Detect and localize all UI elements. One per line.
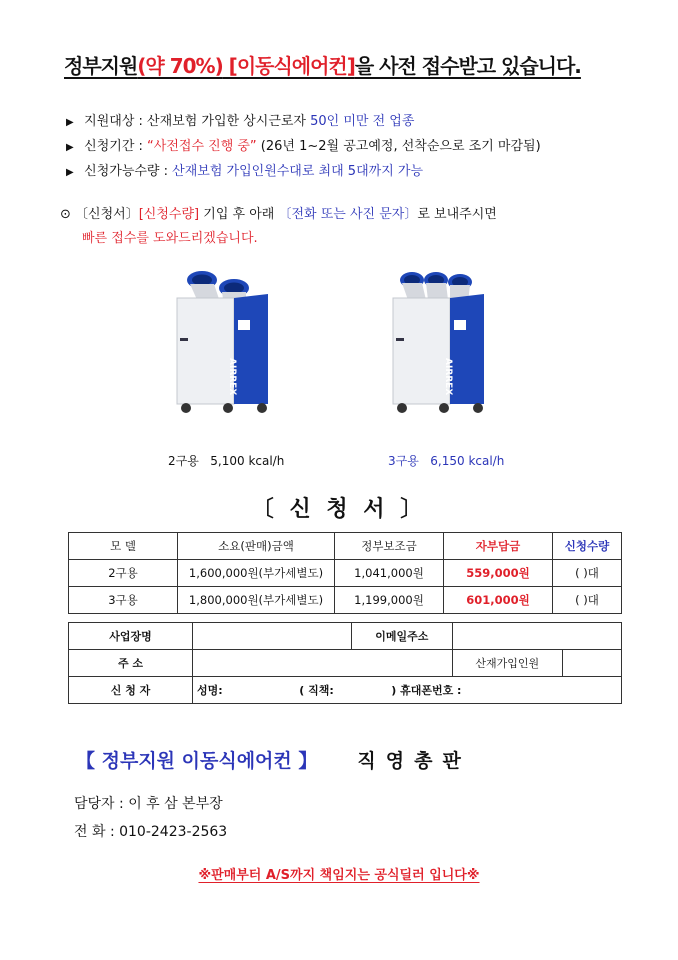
manager-name: 담당자 : 이 후 삼 본부장: [74, 796, 223, 812]
product-3port: [388, 268, 518, 422]
footer-sales: 직영총판: [357, 750, 471, 772]
bullet-suffix: (26년 1~2월 공고예정, 선착순으로 조기 마감됨): [256, 139, 541, 154]
table-row: [69, 623, 622, 650]
bullet-text: 산재보험 가입한 상시근로자: [147, 114, 311, 129]
header-self-pay: 자부담금: [444, 533, 553, 560]
applicant-label: 신 청 자: [69, 677, 193, 704]
table-row: [69, 587, 622, 614]
svg-text:AIRREX: AIRREX: [227, 358, 237, 396]
cell-quantity[interactable]: ( )대: [553, 587, 622, 614]
cell-price: 1,600,000원(부가세별도): [178, 560, 335, 587]
insured-count-field[interactable]: [562, 650, 621, 677]
svg-text:AIRREX: AIRREX: [443, 358, 453, 396]
dealer-disclaimer: ※판매부터 A/S까지 책임지는 공식딜러 입니다※: [198, 868, 480, 883]
product-spec: 6,150 kcal/h: [430, 454, 505, 468]
headline-product: [이동식에어컨]: [222, 54, 355, 78]
company-label: 사업장명: [69, 623, 193, 650]
table-row: [69, 650, 622, 677]
table-row: [69, 560, 622, 587]
contact-info: [74, 790, 227, 846]
email-label: 이메일주소: [351, 623, 452, 650]
bullet-period: [66, 135, 541, 160]
cell-model: 3구용: [69, 587, 178, 614]
bullet-label: 신청기간 :: [84, 139, 143, 154]
phone-number[interactable]: 전 화 : 010-2423-2563: [74, 824, 228, 840]
product-2port: [172, 268, 302, 422]
product-spec: 5,100 kcal/h: [210, 454, 285, 468]
header-subsidy: 정부보조금: [335, 533, 444, 560]
price-table-header: [69, 533, 622, 560]
header-price: 소요(판매)금액: [178, 533, 335, 560]
footer-title: 【 정부지원 이동식에어컨 】: [76, 750, 318, 772]
cell-subsidy: 1,041,000원: [335, 560, 444, 587]
triangle-bullet-icon: ▶: [66, 142, 74, 153]
notice-text-end: 로 보내주시면: [417, 207, 497, 222]
notice-quantity: [신청수량]: [138, 207, 200, 222]
cell-model: 2구용: [69, 560, 178, 587]
header-quantity: 신청수량: [553, 533, 622, 560]
air-conditioner-2port-image: [172, 268, 302, 418]
cell-self-pay: 601,000원: [444, 587, 553, 614]
email-field[interactable]: [452, 623, 621, 650]
cell-self-pay: 559,000원: [444, 560, 553, 587]
circle-dot-icon: ⊙: [60, 207, 71, 222]
cell-price: 1,800,000원(부가세별도): [178, 587, 335, 614]
bullet-label: 지원대상 :: [84, 114, 143, 129]
headline: [64, 50, 581, 79]
applicant-field[interactable]: 성명: ( 직책: ) 휴대폰번호 :: [193, 677, 622, 704]
eligibility-list: [66, 110, 541, 185]
notice-line2: 빠른 접수를 도와드리겠습니다.: [82, 231, 258, 246]
headline-part1: 정부지원: [64, 54, 138, 78]
product-2port-caption: [168, 452, 284, 469]
applicant-info-table: [68, 622, 622, 704]
bullet-target: [66, 110, 541, 135]
footer-heading: [76, 746, 471, 773]
product-name: 2구용: [168, 454, 199, 468]
form-title: 〔 신 청 서 〕: [251, 497, 427, 522]
cell-subsidy: 1,199,000원: [335, 587, 444, 614]
triangle-bullet-icon: ▶: [66, 117, 74, 128]
bullet-highlight: “사전접수 진행 중”: [147, 139, 257, 154]
triangle-bullet-icon: ▶: [66, 167, 74, 178]
price-table: [68, 532, 622, 614]
notice-contact-method: 〔전화 또는 사진 문자〕: [278, 207, 418, 222]
application-notice: [60, 203, 497, 251]
cell-quantity[interactable]: ( )대: [553, 560, 622, 587]
air-conditioner-3port-image: [388, 268, 518, 418]
headline-percent: (약 70%): [137, 54, 223, 78]
company-field[interactable]: [193, 623, 352, 650]
address-field[interactable]: [193, 650, 453, 677]
header-model: 모 델: [69, 533, 178, 560]
table-row: [69, 677, 622, 704]
notice-text: 기입 후 아래: [199, 207, 279, 222]
product-name: 3구용: [388, 454, 419, 468]
notice-form: 〔신청서〕: [75, 207, 139, 222]
bullet-label: 신청가능수량 :: [84, 164, 169, 179]
bullet-quantity: [66, 160, 541, 185]
address-label: 주 소: [69, 650, 193, 677]
insured-count-label: 산재가입인원: [452, 650, 562, 677]
bullet-highlight: 50인 미만 전 업종: [310, 114, 415, 129]
headline-part4: 을 사전 접수받고 있습니다.: [354, 54, 581, 78]
product-3port-caption: [388, 452, 504, 469]
bullet-highlight: 산재보험 가입인원수대로 최대 5대까지 가능: [172, 164, 424, 179]
